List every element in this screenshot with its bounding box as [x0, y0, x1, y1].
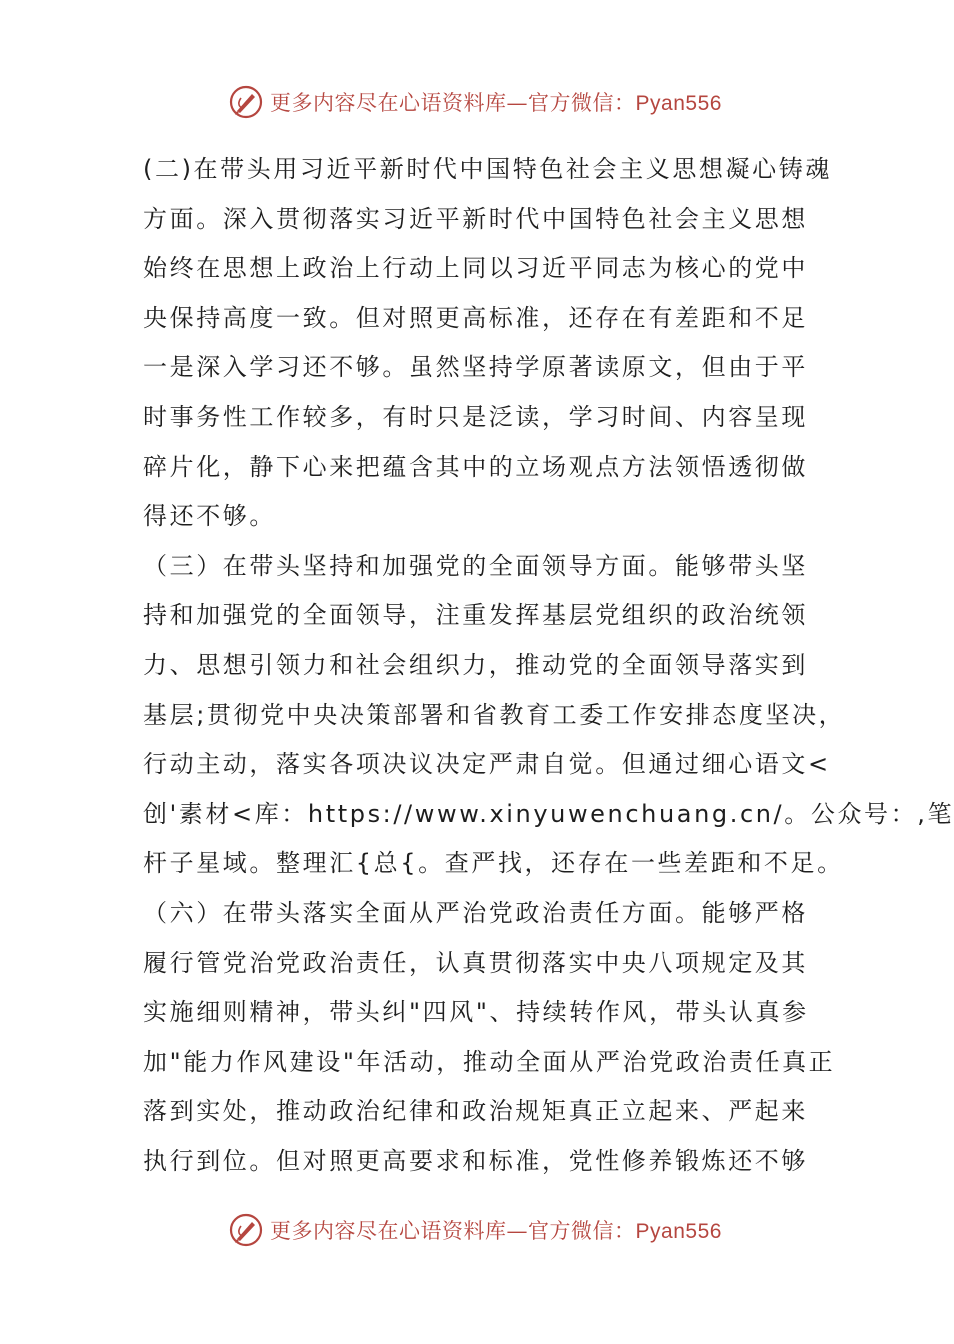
- text-line: 加"能力作风建设"年活动，推动全面从严治党政治责任真正: [143, 1047, 836, 1076]
- header-brand: 更多内容尽在心语资料库: [270, 91, 507, 115]
- header-banner: [0, 82, 950, 122]
- text-line: 执行到位。但对照更高要求和标准，党性修养锻炼还不够: [143, 1146, 808, 1175]
- text-line: 落到实处，推动政治纪律和政治规矩真正立起来、严起来: [143, 1097, 808, 1126]
- pen-circle-logo-icon: [228, 84, 264, 120]
- text-line: 方面。深入贯彻落实习近平新时代中国特色社会主义思想: [143, 204, 808, 233]
- text-line: 时事务性工作较多，有时只是泛读，学习时间、内容呈现: [143, 402, 808, 431]
- footer-banner-text: [270, 1215, 722, 1245]
- text-line: 碎片化，静下心来把蕴含其中的立场观点方法领悟透彻做: [143, 452, 808, 481]
- text-line: 杆子星域。整理汇{总{。查严找，还存在一些差距和不足。: [143, 849, 844, 878]
- footer-official-label: 官方微信：: [528, 1219, 636, 1243]
- text-line: 一是深入学习还不够。虽然坚持学原著读原文，但由于平: [143, 353, 808, 382]
- header-official-label: 官方微信：: [528, 91, 636, 115]
- header-banner-text: [270, 87, 722, 117]
- text-line: (二)在带头用习近平新时代中国特色社会主义思想凝心铸魂: [143, 155, 832, 183]
- text-line: （六）在带头落实全面从严治党政治责任方面。能够严格: [143, 898, 808, 927]
- text-line: 得还不够。: [143, 502, 276, 531]
- text-line: 实施细则精神，带头纠"四风"、持续转作风，带头认真参: [143, 998, 809, 1027]
- text-line: 央保持高度一致。但对照更高标准，还存在有差距和不足: [143, 303, 808, 332]
- footer-wechat-id: Pyan556: [635, 1220, 722, 1243]
- pen-circle-logo-icon: [228, 1212, 264, 1248]
- footer-separator: —: [506, 1219, 529, 1243]
- text-line: 始终在思想上政治上行动上同以习近平同志为核心的党中: [143, 254, 808, 283]
- document-body: [143, 149, 954, 1190]
- text-line: 创'素材<库：https://www.xinyuwenchuang.cn/。公众号：,笔: [143, 799, 954, 828]
- text-line: 履行管党治党政治责任，认真贯彻落实中央八项规定及其: [143, 948, 808, 977]
- text-line: 基层;贯彻党中央决策部署和省教育工委工作安排态度坚决，: [143, 700, 846, 729]
- footer-banner: [0, 1210, 950, 1250]
- header-wechat-id: Pyan556: [635, 92, 722, 115]
- text-line: 行动主动，落实各项决议决定严肃自觉。但通过细心语文<: [143, 750, 831, 779]
- text-line: 持和加强党的全面领导，注重发挥基层党组织的政治统领: [143, 601, 808, 630]
- footer-brand: 更多内容尽在心语资料库: [270, 1219, 507, 1243]
- text-line: 力、思想引领力和社会组织力，推动党的全面领导落实到: [143, 650, 808, 679]
- text-line: （三）在带头坚持和加强党的全面领导方面。能够带头坚: [143, 551, 808, 580]
- header-separator: —: [506, 91, 529, 115]
